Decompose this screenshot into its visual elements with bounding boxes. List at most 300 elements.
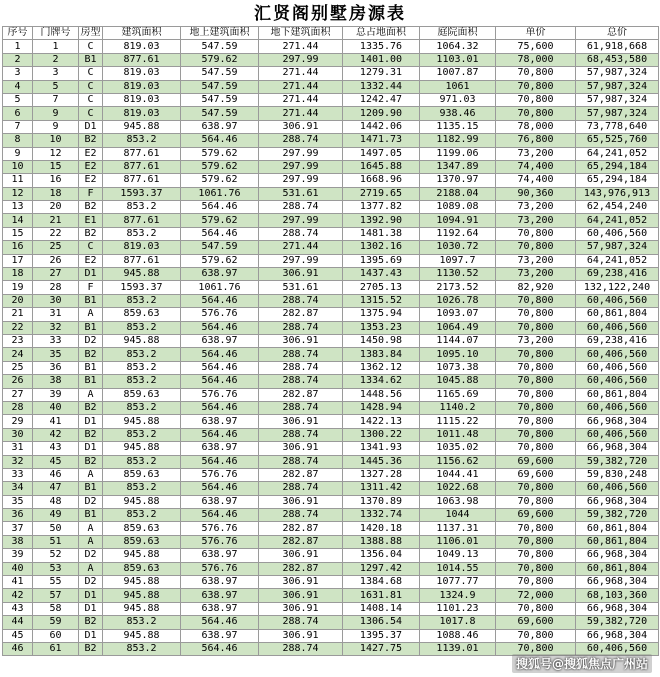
- col-door-number-cell: 32: [33, 321, 79, 334]
- table-row: [3, 107, 659, 120]
- col-unit-price-cell: 70,800: [496, 67, 576, 80]
- table-row: [3, 53, 659, 66]
- col-below-ground-area-cell: 306.91: [259, 120, 343, 133]
- col-below-ground-area-cell: 306.91: [259, 415, 343, 428]
- col-courtyard-area-cell: 1140.2: [420, 401, 496, 414]
- col-below-ground-area-cell: 282.87: [259, 388, 343, 401]
- col-total-price-cell: 60,406,560: [576, 321, 659, 334]
- col-door-number-cell: 16: [33, 174, 79, 187]
- col-below-ground-area-cell: 271.44: [259, 241, 343, 254]
- col-door-number-cell: 60: [33, 629, 79, 642]
- col-courtyard-area-cell: 1137.31: [420, 522, 496, 535]
- col-total-land-area-cell: 2719.65: [343, 187, 420, 200]
- table-row: [3, 388, 659, 401]
- col-total-land-area-cell: 1427.75: [343, 642, 420, 655]
- table-row: [3, 495, 659, 508]
- col-unit-price-cell: 73,200: [496, 147, 576, 160]
- col-door-number-cell: 52: [33, 549, 79, 562]
- col-courtyard-area-cell: 1064.32: [420, 40, 496, 53]
- col-door-number-cell: 47: [33, 482, 79, 495]
- col-index-cell: 14: [3, 214, 33, 227]
- col-gross-area-cell: 877.61: [103, 254, 181, 267]
- col-below-ground-area-cell: 531.61: [259, 187, 343, 200]
- col-courtyard-area-cell: 1017.8: [420, 616, 496, 629]
- col-above-ground-area-cell: 579.62: [181, 254, 259, 267]
- col-courtyard-area-cell: 1106.01: [420, 535, 496, 548]
- col-courtyard-area-cell: 1030.72: [420, 241, 496, 254]
- col-door-number-cell: 38: [33, 375, 79, 388]
- col-below-ground-area-cell: 306.91: [259, 629, 343, 642]
- col-door-number-cell: 50: [33, 522, 79, 535]
- col-gross-area-cell: 853.2: [103, 482, 181, 495]
- col-unit-price-cell: 70,800: [496, 522, 576, 535]
- col-total-land-area-cell: 1315.52: [343, 294, 420, 307]
- col-below-ground-area-cell: 531.61: [259, 281, 343, 294]
- col-total-price-cell: 64,241,052: [576, 214, 659, 227]
- col-above-ground-area-cell: 564.46: [181, 134, 259, 147]
- col-index-cell: 35: [3, 495, 33, 508]
- col-door-number-cell: 45: [33, 455, 79, 468]
- col-index-cell: 41: [3, 576, 33, 589]
- col-below-ground-area-cell: 288.74: [259, 375, 343, 388]
- table-row: [3, 589, 659, 602]
- col-courtyard-area-cell: 1011.48: [420, 428, 496, 441]
- col-unit-price-cell: 73,200: [496, 201, 576, 214]
- col-above-ground-area-cell: 564.46: [181, 616, 259, 629]
- col-unit-type-cell: C: [79, 241, 103, 254]
- col-unit-type-cell: A: [79, 535, 103, 548]
- col-above-ground-area-cell: 576.76: [181, 535, 259, 548]
- table-row: [3, 281, 659, 294]
- col-unit-type-cell: A: [79, 522, 103, 535]
- col-unit-price-cell: 70,800: [496, 321, 576, 334]
- col-gross-area-cell: 853.2: [103, 428, 181, 441]
- col-gross-area-cell: 819.03: [103, 40, 181, 53]
- col-total-land-area-cell: 1242.47: [343, 93, 420, 106]
- col-courtyard-area-cell: 1101.23: [420, 602, 496, 615]
- col-door-number-cell: 46: [33, 468, 79, 481]
- table-row: [3, 134, 659, 147]
- col-index-cell: 19: [3, 281, 33, 294]
- col-door-number-cell: 61: [33, 642, 79, 655]
- col-unit-type-cell: E2: [79, 160, 103, 173]
- col-below-ground-area-cell: 271.44: [259, 80, 343, 93]
- col-courtyard-area-cell: 1156.62: [420, 455, 496, 468]
- col-unit-type-cell: B2: [79, 401, 103, 414]
- col-courtyard-area-cell: 1007.87: [420, 67, 496, 80]
- col-unit-type-cell: B2: [79, 201, 103, 214]
- col-index-cell: 44: [3, 616, 33, 629]
- col-unit-type-cell: C: [79, 80, 103, 93]
- col-above-ground-area-cell: 564.46: [181, 321, 259, 334]
- col-door-number-cell: 36: [33, 361, 79, 374]
- col-courtyard-area-cell: 1094.91: [420, 214, 496, 227]
- col-above-ground-area-cell: 638.97: [181, 268, 259, 281]
- col-courtyard-area-cell: 1077.77: [420, 576, 496, 589]
- col-gross-area-header: 建筑面积: [103, 27, 181, 40]
- col-index-cell: 11: [3, 174, 33, 187]
- col-index-cell: 23: [3, 334, 33, 347]
- col-index-cell: 42: [3, 589, 33, 602]
- col-index-cell: 16: [3, 241, 33, 254]
- table-row: [3, 629, 659, 642]
- col-index-cell: 31: [3, 442, 33, 455]
- col-above-ground-area-cell: 564.46: [181, 375, 259, 388]
- col-gross-area-cell: 819.03: [103, 67, 181, 80]
- col-door-number-cell: 33: [33, 334, 79, 347]
- col-gross-area-cell: 853.2: [103, 348, 181, 361]
- table-row: [3, 120, 659, 133]
- col-above-ground-area-cell: 564.46: [181, 482, 259, 495]
- col-courtyard-area-cell: 1370.97: [420, 174, 496, 187]
- col-door-number-cell: 25: [33, 241, 79, 254]
- table-row: [3, 160, 659, 173]
- col-total-land-area-cell: 1334.62: [343, 375, 420, 388]
- header-row: [3, 27, 659, 40]
- col-below-ground-area-cell: 306.91: [259, 334, 343, 347]
- col-index-cell: 24: [3, 348, 33, 361]
- col-door-number-cell: 53: [33, 562, 79, 575]
- col-above-ground-area-cell: 638.97: [181, 120, 259, 133]
- col-door-number-cell: 21: [33, 214, 79, 227]
- col-below-ground-area-cell: 297.99: [259, 147, 343, 160]
- col-total-price-cell: 143,976,913: [576, 187, 659, 200]
- table-row: [3, 616, 659, 629]
- col-unit-price-cell: 70,800: [496, 227, 576, 240]
- col-total-price-cell: 61,918,668: [576, 40, 659, 53]
- col-door-number-cell: 30: [33, 294, 79, 307]
- col-door-number-cell: 58: [33, 602, 79, 615]
- table-row: [3, 509, 659, 522]
- col-door-number-cell: 28: [33, 281, 79, 294]
- col-total-land-area-cell: 1471.73: [343, 134, 420, 147]
- col-gross-area-cell: 819.03: [103, 241, 181, 254]
- col-total-price-cell: 132,122,240: [576, 281, 659, 294]
- col-door-number-cell: 55: [33, 576, 79, 589]
- col-total-price-cell: 64,241,052: [576, 147, 659, 160]
- col-gross-area-cell: 945.88: [103, 415, 181, 428]
- col-total-price-cell: 57,987,324: [576, 93, 659, 106]
- col-unit-type-cell: E2: [79, 174, 103, 187]
- col-gross-area-cell: 859.63: [103, 308, 181, 321]
- col-above-ground-area-cell: 638.97: [181, 629, 259, 642]
- col-gross-area-cell: 945.88: [103, 602, 181, 615]
- col-index-cell: 5: [3, 93, 33, 106]
- col-total-price-cell: 68,453,580: [576, 53, 659, 66]
- col-total-land-area-cell: 1332.74: [343, 509, 420, 522]
- col-below-ground-area-cell: 288.74: [259, 509, 343, 522]
- col-above-ground-area-header: 地上建筑面积: [181, 27, 259, 40]
- col-total-land-area-header: 总占地面积: [343, 27, 420, 40]
- col-unit-price-cell: 73,200: [496, 254, 576, 267]
- col-index-cell: 12: [3, 187, 33, 200]
- col-below-ground-area-cell: 288.74: [259, 361, 343, 374]
- col-above-ground-area-cell: 1061.76: [181, 281, 259, 294]
- col-total-land-area-cell: 1370.89: [343, 495, 420, 508]
- col-door-number-cell: 41: [33, 415, 79, 428]
- col-below-ground-area-cell: 271.44: [259, 40, 343, 53]
- col-total-land-area-cell: 1327.28: [343, 468, 420, 481]
- col-courtyard-area-cell: 1088.46: [420, 629, 496, 642]
- col-gross-area-cell: 853.2: [103, 616, 181, 629]
- col-below-ground-area-cell: 282.87: [259, 535, 343, 548]
- col-door-number-cell: 18: [33, 187, 79, 200]
- col-total-price-cell: 60,406,560: [576, 401, 659, 414]
- table-row: [3, 67, 659, 80]
- col-total-price-cell: 69,238,416: [576, 268, 659, 281]
- col-unit-type-cell: B1: [79, 294, 103, 307]
- col-below-ground-area-cell: 288.74: [259, 294, 343, 307]
- col-below-ground-area-cell: 288.74: [259, 482, 343, 495]
- col-unit-type-cell: B2: [79, 134, 103, 147]
- table-row: [3, 361, 659, 374]
- col-unit-price-cell: 70,800: [496, 642, 576, 655]
- col-unit-type-cell: A: [79, 308, 103, 321]
- col-door-number-cell: 27: [33, 268, 79, 281]
- col-total-price-cell: 65,294,184: [576, 160, 659, 173]
- col-below-ground-area-header: 地下建筑面积: [259, 27, 343, 40]
- col-above-ground-area-cell: 547.59: [181, 93, 259, 106]
- col-gross-area-cell: 945.88: [103, 589, 181, 602]
- col-courtyard-area-cell: 1182.99: [420, 134, 496, 147]
- col-total-land-area-cell: 1311.42: [343, 482, 420, 495]
- col-gross-area-cell: 1593.37: [103, 187, 181, 200]
- col-gross-area-cell: 877.61: [103, 53, 181, 66]
- col-total-price-cell: 60,406,560: [576, 642, 659, 655]
- col-total-land-area-cell: 1445.36: [343, 455, 420, 468]
- col-above-ground-area-cell: 547.59: [181, 67, 259, 80]
- col-total-price-cell: 60,406,560: [576, 294, 659, 307]
- col-total-land-area-cell: 1388.88: [343, 535, 420, 548]
- col-unit-price-cell: 74,400: [496, 174, 576, 187]
- col-unit-type-cell: C: [79, 40, 103, 53]
- col-gross-area-cell: 853.2: [103, 321, 181, 334]
- col-unit-price-cell: 74,400: [496, 160, 576, 173]
- col-unit-price-cell: 70,800: [496, 629, 576, 642]
- col-unit-type-cell: B1: [79, 361, 103, 374]
- col-door-number-cell: 48: [33, 495, 79, 508]
- col-above-ground-area-cell: 564.46: [181, 348, 259, 361]
- table-row: [3, 254, 659, 267]
- col-courtyard-area-cell: 971.03: [420, 93, 496, 106]
- col-index-header: 序号: [3, 27, 33, 40]
- col-total-land-area-cell: 1377.82: [343, 201, 420, 214]
- col-above-ground-area-cell: 638.97: [181, 576, 259, 589]
- table-row: [3, 348, 659, 361]
- col-unit-type-cell: E2: [79, 254, 103, 267]
- col-unit-price-cell: 69,600: [496, 616, 576, 629]
- col-unit-type-cell: B2: [79, 642, 103, 655]
- col-unit-type-cell: B2: [79, 455, 103, 468]
- col-unit-type-cell: D2: [79, 576, 103, 589]
- col-index-cell: 4: [3, 80, 33, 93]
- col-unit-type-cell: B1: [79, 375, 103, 388]
- col-unit-type-cell: F: [79, 187, 103, 200]
- col-above-ground-area-cell: 576.76: [181, 522, 259, 535]
- col-door-number-cell: 10: [33, 134, 79, 147]
- col-gross-area-cell: 853.2: [103, 455, 181, 468]
- col-below-ground-area-cell: 306.91: [259, 549, 343, 562]
- table-row: [3, 227, 659, 240]
- col-unit-price-cell: 70,800: [496, 294, 576, 307]
- col-unit-price-cell: 70,800: [496, 361, 576, 374]
- col-unit-type-cell: B1: [79, 53, 103, 66]
- col-unit-type-cell: D1: [79, 629, 103, 642]
- col-index-cell: 28: [3, 401, 33, 414]
- col-gross-area-cell: 877.61: [103, 174, 181, 187]
- col-total-price-cell: 59,382,720: [576, 455, 659, 468]
- col-door-number-cell: 49: [33, 509, 79, 522]
- col-above-ground-area-cell: 638.97: [181, 589, 259, 602]
- col-total-land-area-cell: 1422.13: [343, 415, 420, 428]
- col-door-number-cell: 20: [33, 201, 79, 214]
- col-above-ground-area-cell: 547.59: [181, 40, 259, 53]
- col-courtyard-area-cell: 1144.07: [420, 334, 496, 347]
- col-unit-type-cell: E1: [79, 214, 103, 227]
- col-gross-area-cell: 1593.37: [103, 281, 181, 294]
- col-courtyard-area-cell: 1093.07: [420, 308, 496, 321]
- col-unit-price-cell: 73,200: [496, 334, 576, 347]
- col-index-cell: 32: [3, 455, 33, 468]
- col-unit-price-cell: 70,800: [496, 562, 576, 575]
- col-total-price-cell: 60,406,560: [576, 428, 659, 441]
- col-door-number-cell: 12: [33, 147, 79, 160]
- col-courtyard-area-cell: 1014.55: [420, 562, 496, 575]
- col-index-cell: 20: [3, 294, 33, 307]
- table-row: [3, 442, 659, 455]
- col-unit-type-cell: D2: [79, 334, 103, 347]
- col-above-ground-area-cell: 638.97: [181, 442, 259, 455]
- col-gross-area-cell: 945.88: [103, 629, 181, 642]
- table-row: [3, 93, 659, 106]
- col-courtyard-area-cell: 1135.15: [420, 120, 496, 133]
- col-index-cell: 39: [3, 549, 33, 562]
- col-unit-price-cell: 70,800: [496, 241, 576, 254]
- table-row: [3, 201, 659, 214]
- col-total-land-area-cell: 1448.56: [343, 388, 420, 401]
- col-total-price-cell: 60,861,804: [576, 388, 659, 401]
- col-gross-area-cell: 859.63: [103, 468, 181, 481]
- col-total-land-area-cell: 2705.13: [343, 281, 420, 294]
- col-courtyard-area-cell: 1026.78: [420, 294, 496, 307]
- col-index-cell: 10: [3, 160, 33, 173]
- col-index-cell: 21: [3, 308, 33, 321]
- col-below-ground-area-cell: 306.91: [259, 589, 343, 602]
- col-below-ground-area-cell: 288.74: [259, 642, 343, 655]
- col-door-number-cell: 3: [33, 67, 79, 80]
- col-total-land-area-cell: 1437.43: [343, 268, 420, 281]
- col-above-ground-area-cell: 564.46: [181, 642, 259, 655]
- col-total-price-cell: 65,294,184: [576, 174, 659, 187]
- col-door-number-cell: 42: [33, 428, 79, 441]
- col-index-cell: 46: [3, 642, 33, 655]
- col-below-ground-area-cell: 288.74: [259, 401, 343, 414]
- col-courtyard-area-cell: 1022.68: [420, 482, 496, 495]
- col-below-ground-area-cell: 306.91: [259, 268, 343, 281]
- table-row: [3, 80, 659, 93]
- col-total-land-area-cell: 1297.42: [343, 562, 420, 575]
- col-total-price-cell: 60,406,560: [576, 375, 659, 388]
- col-courtyard-area-cell: 1049.13: [420, 549, 496, 562]
- col-below-ground-area-cell: 288.74: [259, 321, 343, 334]
- col-total-price-cell: 66,968,304: [576, 495, 659, 508]
- col-above-ground-area-cell: 638.97: [181, 334, 259, 347]
- col-courtyard-area-cell: 1073.38: [420, 361, 496, 374]
- col-door-number-cell: 1: [33, 40, 79, 53]
- col-below-ground-area-cell: 271.44: [259, 93, 343, 106]
- col-above-ground-area-cell: 547.59: [181, 241, 259, 254]
- col-below-ground-area-cell: 297.99: [259, 254, 343, 267]
- col-total-land-area-cell: 1631.81: [343, 589, 420, 602]
- col-door-number-cell: 9: [33, 107, 79, 120]
- table-row: [3, 549, 659, 562]
- col-unit-type-cell: A: [79, 562, 103, 575]
- col-gross-area-cell: 945.88: [103, 442, 181, 455]
- col-door-number-cell: 31: [33, 308, 79, 321]
- col-gross-area-cell: 877.61: [103, 147, 181, 160]
- col-index-cell: 36: [3, 509, 33, 522]
- col-below-ground-area-cell: 288.74: [259, 134, 343, 147]
- col-total-land-area-cell: 1392.90: [343, 214, 420, 227]
- col-below-ground-area-cell: 288.74: [259, 348, 343, 361]
- col-below-ground-area-cell: 297.99: [259, 174, 343, 187]
- col-unit-price-header: 单价: [496, 27, 576, 40]
- col-index-cell: 45: [3, 629, 33, 642]
- table-row: [3, 321, 659, 334]
- col-total-price-cell: 66,968,304: [576, 576, 659, 589]
- col-below-ground-area-cell: 288.74: [259, 455, 343, 468]
- col-total-land-area-cell: 1395.37: [343, 629, 420, 642]
- col-unit-price-cell: 78,000: [496, 53, 576, 66]
- col-below-ground-area-cell: 288.74: [259, 227, 343, 240]
- table-row: [3, 401, 659, 414]
- col-total-price-cell: 66,968,304: [576, 442, 659, 455]
- col-total-land-area-cell: 1481.38: [343, 227, 420, 240]
- col-index-cell: 27: [3, 388, 33, 401]
- table-row: [3, 294, 659, 307]
- col-total-land-area-cell: 1302.16: [343, 241, 420, 254]
- col-total-land-area-cell: 1300.22: [343, 428, 420, 441]
- table-row: [3, 268, 659, 281]
- col-door-number-cell: 57: [33, 589, 79, 602]
- col-unit-price-cell: 78,000: [496, 120, 576, 133]
- col-unit-type-cell: E2: [79, 147, 103, 160]
- col-door-number-cell: 7: [33, 93, 79, 106]
- col-above-ground-area-cell: 564.46: [181, 509, 259, 522]
- col-courtyard-area-cell: 1192.64: [420, 227, 496, 240]
- col-total-land-area-cell: 1395.69: [343, 254, 420, 267]
- col-gross-area-cell: 853.2: [103, 227, 181, 240]
- col-gross-area-cell: 877.61: [103, 160, 181, 173]
- col-courtyard-area-cell: 1044.41: [420, 468, 496, 481]
- col-unit-price-cell: 70,800: [496, 107, 576, 120]
- col-unit-type-cell: D1: [79, 602, 103, 615]
- col-unit-price-cell: 70,800: [496, 495, 576, 508]
- col-total-price-cell: 69,238,416: [576, 334, 659, 347]
- col-courtyard-area-cell: 1044: [420, 509, 496, 522]
- col-courtyard-area-cell: 2188.04: [420, 187, 496, 200]
- col-above-ground-area-cell: 564.46: [181, 227, 259, 240]
- col-unit-price-cell: 70,800: [496, 80, 576, 93]
- col-unit-price-cell: 70,800: [496, 93, 576, 106]
- col-above-ground-area-cell: 564.46: [181, 401, 259, 414]
- col-gross-area-cell: 853.2: [103, 642, 181, 655]
- table-row: [3, 535, 659, 548]
- col-total-price-cell: 73,778,640: [576, 120, 659, 133]
- table-row: [3, 428, 659, 441]
- col-gross-area-cell: 819.03: [103, 80, 181, 93]
- col-door-number-cell: 26: [33, 254, 79, 267]
